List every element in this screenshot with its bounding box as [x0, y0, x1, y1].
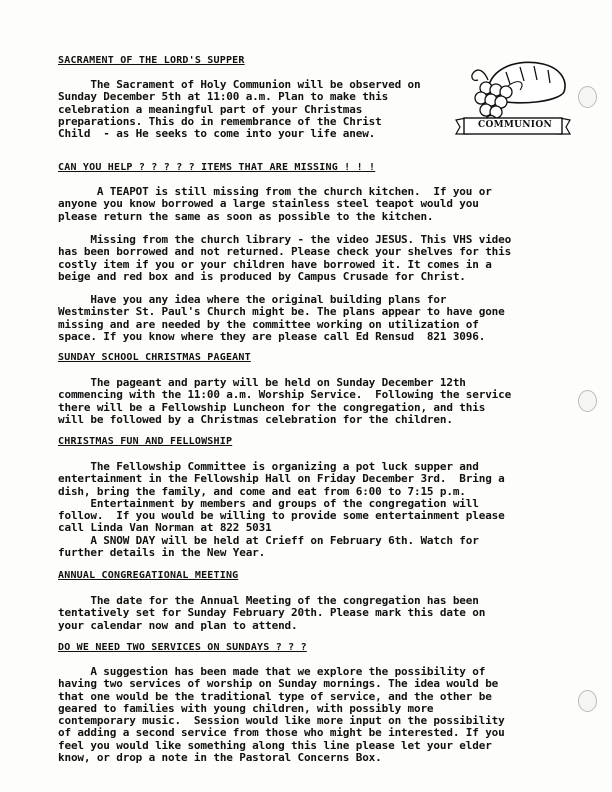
section-heading-missing-items: CAN YOU HELP ? ? ? ? ? ITEMS THAT ARE MISSING ! ! ! [58, 162, 376, 173]
section-paragraph: A TEAPOT is still missing from the church kitchen. If you or anyone you know borrowed a large stainless steel teapot would you please return the same as soon as possible to the kitchen. [58, 185, 492, 223]
section-paragraph: Have you any idea where the original building plans for Westminster St. Paul's Church might be. The plans appear to have gone missing and are needed by the committee working on utilization of space. If you know where they are please call Ed Rensud 821 3096. [58, 293, 505, 343]
section-paragraph: The date for the Annual Meeting of the congregation has been tentatively set for Sunday February 20th. Please mark this date on your calendar now and plan to attend. [58, 594, 486, 632]
section-heading-fellowship: CHRISTMAS FUN AND FELLOWSHIP [58, 436, 233, 447]
binder-hole [578, 86, 597, 108]
section-paragraph: The Sacrament of Holy Communion will be observed on Sunday December 5th at 11:00 a.m. Plan to make this celebration a meaningful part of your Christmas preparations. This do in remembrance of the Christ Child - as He seeks to come into your life anew. [58, 78, 421, 141]
section-paragraph: The Fellowship Committee is organizing a pot luck supper and entertainment in the Fellowship Hall on Friday December 3rd. Bring a dish, bring the family, and come and eat from 6:00 to 7:15 p.m. Entertainment by members and groups of the congregation will follow. If you would be willing to provide some entertainment please call Linda Van Norman at 822 5031 A SNOW DAY will be held at Crieff on February 6th. Watch for further details in the New Year. [58, 460, 505, 560]
section-heading-sacrament: SACRAMENT OF THE LORD'S SUPPER [58, 55, 245, 66]
binder-hole [578, 390, 597, 412]
section-heading-two-services: DO WE NEED TWO SERVICES ON SUNDAYS ? ? ? [58, 642, 307, 653]
section-heading-annual-meeting: ANNUAL CONGREGATIONAL MEETING [58, 570, 239, 581]
logo-label: COMMUNION [478, 120, 552, 130]
section-paragraph: A suggestion has been made that we explore the possibility of having two services of worship on Sunday mornings. The idea would be that one would be the traditional type of service, and the other be geared to families with young children, with possibly more contemporary music. Session would like more input on the possibility of adding a second service from those who might be interested. If you feel you would like something along this line please let your elder know, or drop a note in the Pastoral Concerns Box. [58, 665, 505, 765]
section-heading-pageant: SUNDAY SCHOOL CHRISTMAS PAGEANT [58, 352, 251, 363]
binder-hole [578, 690, 597, 712]
section-paragraph: Missing from the church library - the video JESUS. This VHS video has been borrowed and not returned. Please check your shelves for this costly item if you or your children have borrowed it. It comes in a beige and red box and is produced by Campus Crusade for Christ. [58, 233, 512, 283]
section-paragraph: The pageant and party will be held on Sunday December 12th commencing with the 11:00 a.m. Worship Service. Following the service there will be a Fellowship Luncheon for the congregation, and this will be followed by a Christmas celebration for the children. [58, 376, 512, 426]
